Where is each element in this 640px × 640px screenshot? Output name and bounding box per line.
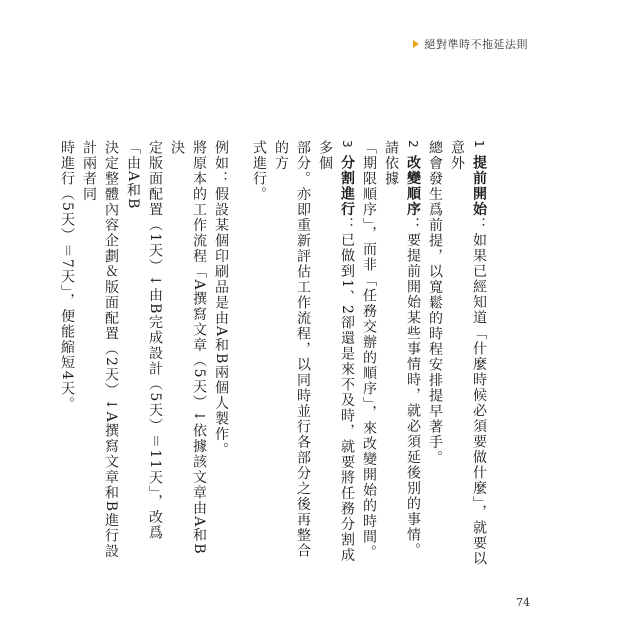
item-colon: ： xyxy=(405,217,421,233)
item-term: 改變順序 xyxy=(405,155,421,218)
item-text: 式進行。 xyxy=(251,140,267,202)
vertical-body-text xyxy=(59,140,490,570)
example-line-4: 決定整體內容企劃＆版面配置（2天）↓A撰寫文章和B進行設計兩者同 xyxy=(81,140,119,560)
example-line-1: 例如：假設某個印刷品是由A和B兩個人製作。 xyxy=(213,140,229,458)
example-line-5: 時進行（5天）＝7天」，便能縮短4天。 xyxy=(59,140,75,413)
list-item-1-line-1 xyxy=(446,140,490,570)
item-text: 「期限順序」，而非「任務交辦的順序」，來改變開始的時間。 xyxy=(361,140,377,560)
page-number: 74 xyxy=(516,596,530,609)
item-text: 如果已經知道「什麼時候必須要做什麼」，就要以意外 xyxy=(449,140,487,567)
item-colon: ： xyxy=(471,217,487,233)
example-line-3: 定版面配置（1天）↓由B完成設計（5天）＝11天」，改爲「由A和B xyxy=(125,140,163,541)
item-number: 1 xyxy=(472,140,486,150)
item-colon: ： xyxy=(339,217,355,233)
list-item-1-line-2 xyxy=(424,140,446,570)
item-number: 3 xyxy=(340,140,354,150)
triangle-marker-icon xyxy=(413,40,419,48)
list-item-3-line-2 xyxy=(270,140,314,570)
list-item-3-line-1 xyxy=(314,140,358,570)
item-text: 要提前開始某些事情時，就必須延後別的事情。請依據 xyxy=(383,140,421,559)
running-header xyxy=(413,36,529,52)
item-text: 部分。亦即重新評估工作流程，以同時並行各部分之後再整合的方 xyxy=(273,140,311,559)
list-item-2-line-1 xyxy=(380,140,424,570)
list-item-3-line-3 xyxy=(248,140,270,570)
item-number: 2 xyxy=(406,140,420,150)
item-term: 提前開始 xyxy=(471,155,487,218)
item-term: 分割進行 xyxy=(339,155,355,218)
item-text: 已做到1、2卻還是來不及時，就要將任務分割成多個 xyxy=(317,140,355,564)
example-line-2: 將原本的工作流程「A撰寫文章（5天）↓依據該文章由A和B決 xyxy=(169,140,207,556)
chapter-title: 絕對準時不拖延法則 xyxy=(424,38,528,51)
list-item-2-line-2 xyxy=(358,140,380,570)
item-text: 總會發生爲前提，以寬鬆的時程安排提早著手。 xyxy=(427,140,443,466)
